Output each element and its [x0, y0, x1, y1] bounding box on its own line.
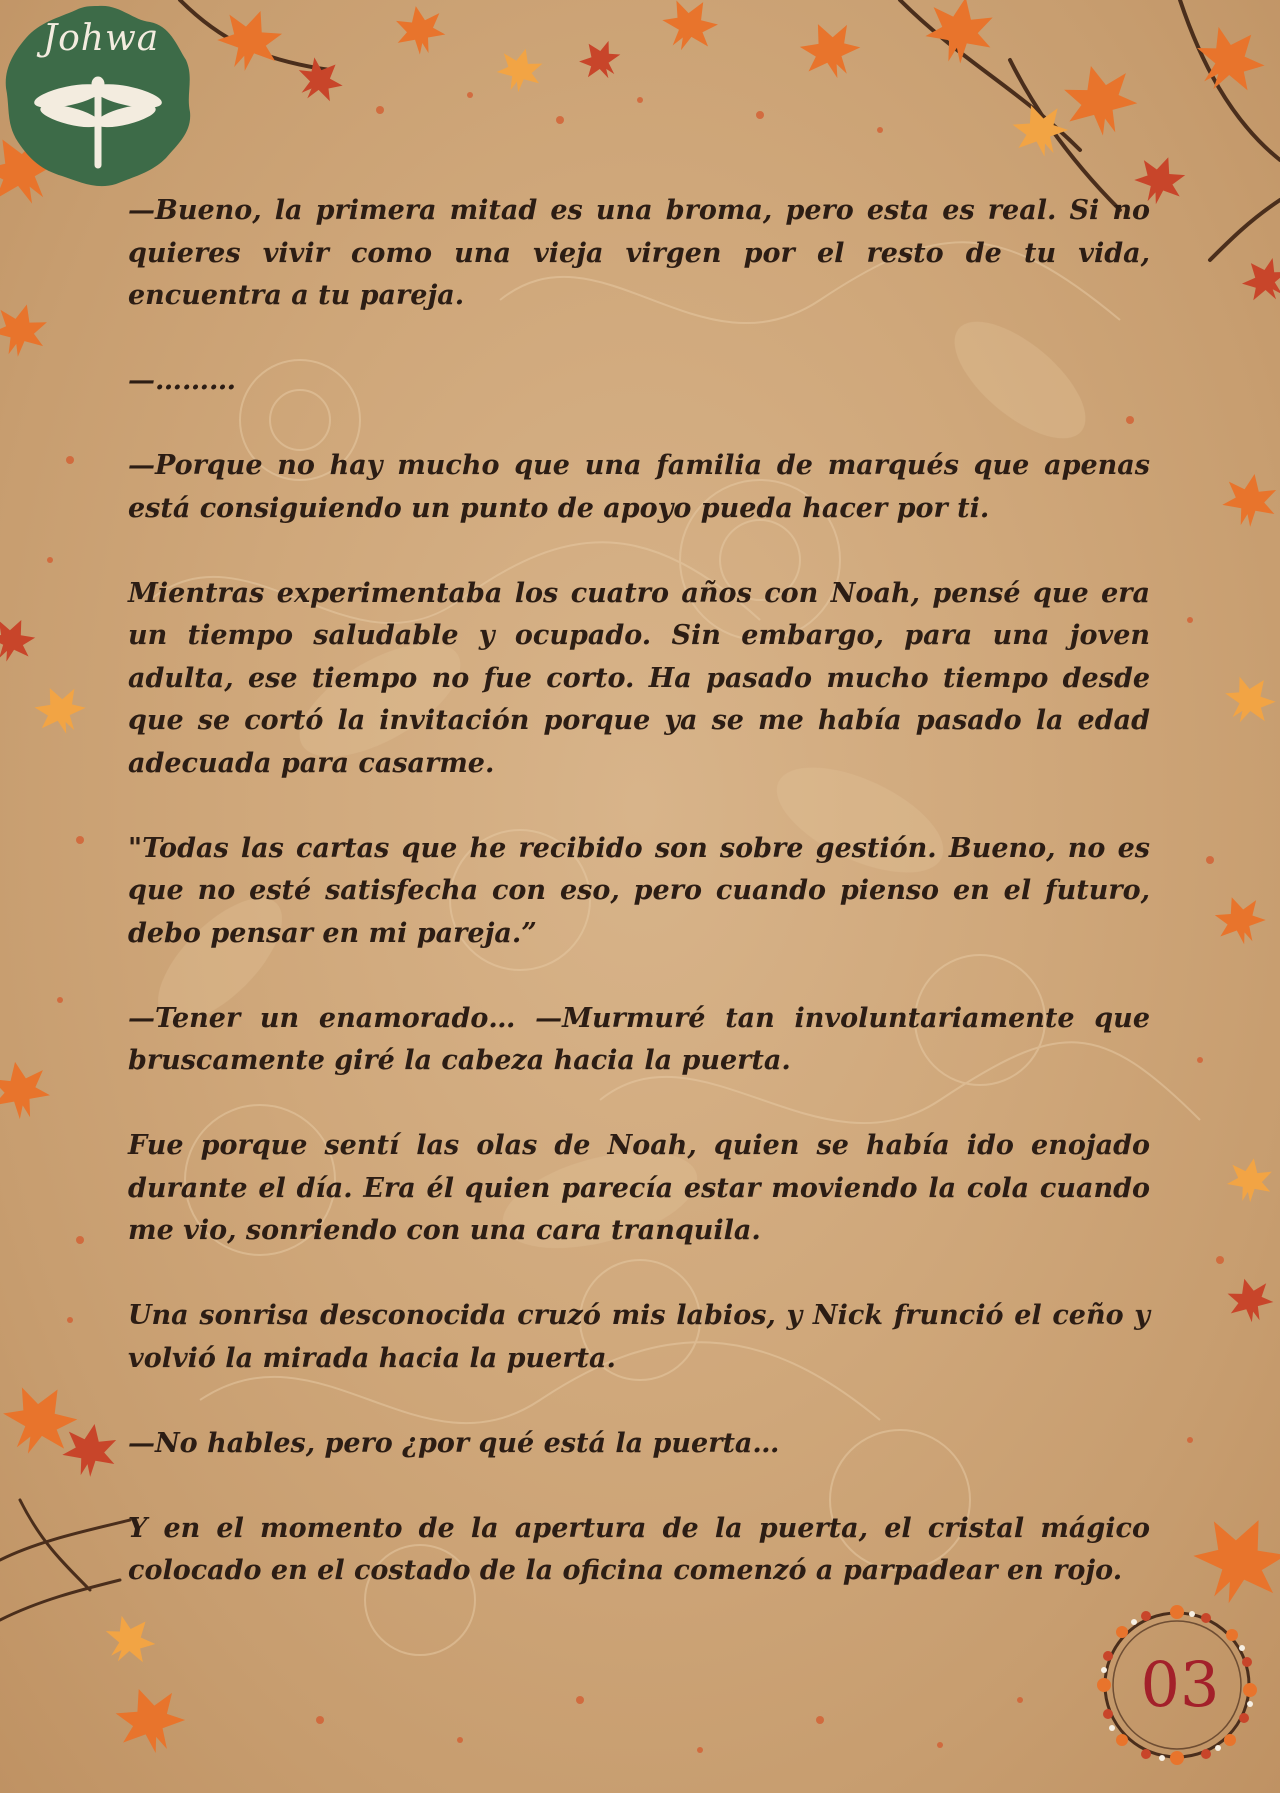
paragraph: Mientras experimentaba los cuatro años con Noah, pensé que era un tiempo saludable y ocupado. Sin embargo, para una joven adulta, ese tiempo no fue corto. Ha pasado mucho tiempo desde que se cortó la invitación porque ya se me había pasado la edad adecuada para casarme. [128, 577, 1150, 779]
paragraph: —……… [128, 365, 236, 396]
story-text [128, 190, 1150, 1593]
logo-text: Johwa [42, 18, 160, 59]
paragraph: "Todas las cartas que he recibido son sobre gestión. Bueno, no es que no esté satisfecha con eso, pero cuando pienso en el futuro, debo pensar en mi pareja.” [128, 832, 1150, 949]
paragraph: Una sonrisa desconocida cruzó mis labios, y Nick frunció el ceño y volvió la mirada hacia la puerta. [128, 1300, 1150, 1374]
paragraph: —Tener un enamorado… —Murmuré tan involuntariamente que bruscamente giré la cabeza hacia la puerta. [128, 1002, 1150, 1076]
paragraph: Y en el momento de la apertura de la puerta, el cristal mágico colocado en el costado de la oficina comenzó a parpadear en rojo. [128, 1512, 1150, 1586]
paragraph: Fue porque sentí las olas de Noah, quien se había ido enojado durante el día. Era él quien parecía estar moviendo la cola cuando me vio, sonriendo con una cara tranquila. [128, 1130, 1150, 1246]
paragraph: —Bueno, la primera mitad es una broma, pero esta es real. Si no quieres vivir como una vieja virgen por el resto de tu vida, encuentra a tu pareja. [128, 195, 1150, 311]
paragraph: —No hables, pero ¿por qué está la puerta… [128, 1427, 780, 1459]
paragraph: —Porque no hay mucho que una familia de marqués que apenas está consiguiendo un punto de apoyo pueda hacer por ti. [128, 450, 1150, 524]
logo-badge [0, 0, 196, 192]
page-number: 03 [1140, 1648, 1220, 1721]
